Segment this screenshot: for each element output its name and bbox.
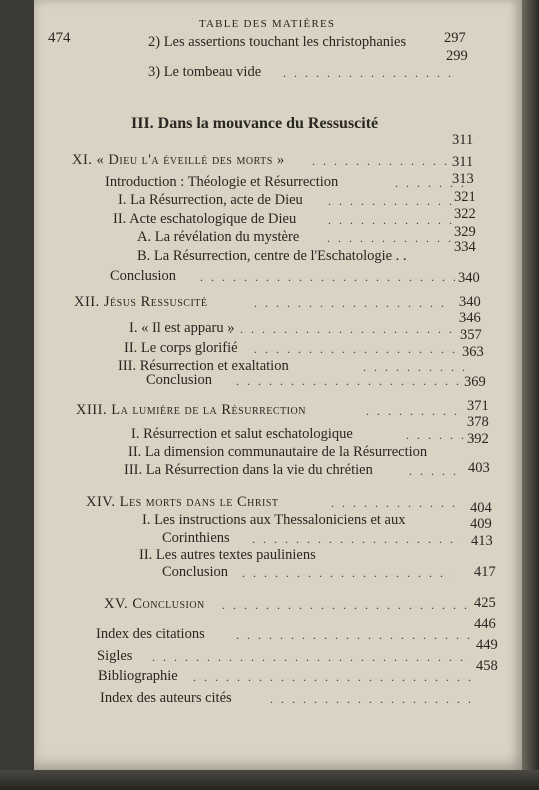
- toc-item: II. Acte eschatologique de Dieu . . .: [113, 209, 468, 229]
- toc-entry-label: 2) Les assertions touchant les christophanies: [148, 34, 407, 50]
- dot-leader: [242, 563, 452, 583]
- toc-entry-page: 299: [446, 48, 468, 64]
- toc-item: I. Les instructions aux Thessaloniciens et aux: [142, 512, 406, 528]
- chapter-page: 311: [452, 132, 474, 148]
- toc-item-page: 392: [467, 431, 489, 447]
- toc-item: III. Résurrection et exaltation . . .: [118, 356, 468, 376]
- toc-entry-page: 297: [444, 30, 466, 46]
- toc-item-page: 357: [460, 327, 482, 343]
- toc-item-page: 329: [454, 224, 476, 240]
- toc-item-page: 404: [470, 500, 492, 516]
- chapter-title: XIV. Les morts dans le Christ . . .: [86, 492, 486, 512]
- chapter-title: XII. Jésus Ressuscité . . .: [74, 292, 464, 312]
- chapter-title: XI. « Dieu l'a éveillé des morts » . . .: [72, 150, 462, 170]
- back-matter-item: Sigles . . .: [97, 646, 487, 666]
- back-matter-item: Bibliographie . . .: [98, 666, 488, 686]
- dot-leader: [229, 319, 464, 339]
- chapter-page: 417: [474, 564, 496, 580]
- chapter-title: XIII. La lumière de la Résurrection . . .: [76, 400, 481, 420]
- toc-item-page: 371: [467, 398, 489, 414]
- toc-item-page: 363: [462, 344, 484, 360]
- toc-item: I. « Il est apparu » . . .: [129, 318, 469, 338]
- toc-item: I. La Résurrection, acte de Dieu . . .: [118, 190, 468, 210]
- toc-item: Introduction : Théologie et Résurrection . . .: [105, 172, 465, 192]
- running-title: TABLE DES MATIÈRES: [199, 18, 336, 30]
- chapter-page: 369: [464, 374, 486, 390]
- toc-item: Conclusion . . .: [110, 266, 470, 286]
- toc-item-page: 313: [452, 171, 474, 187]
- toc-item: II. La dimension communautaire de la Résurrection: [128, 444, 428, 460]
- back-matter-item: Index des citations . . .: [96, 624, 486, 644]
- back-matter-page: 449: [476, 637, 498, 653]
- dot-leader: [312, 151, 452, 171]
- chapter-page: 403: [468, 460, 490, 476]
- toc-entry: [148, 62, 468, 82]
- dot-leader: [270, 689, 470, 709]
- toc-item-page: 346: [459, 310, 481, 326]
- dot-leader: [152, 647, 472, 667]
- toc-item: I. Résurrection et salut eschatologique . . .: [131, 424, 481, 444]
- toc-item: Conclusion . . .: [146, 370, 476, 390]
- back-matter-page: 446: [474, 616, 496, 632]
- toc-item-page: 334: [454, 239, 476, 255]
- dot-leader: [327, 228, 457, 248]
- dot-leader: [236, 625, 471, 645]
- book-page: [34, 0, 522, 770]
- dot-leader: [193, 667, 473, 687]
- dot-leader: [409, 461, 459, 481]
- dot-leader: [328, 191, 458, 211]
- dot-leader: [283, 63, 458, 83]
- toc-item-page: 321: [454, 189, 476, 205]
- toc-item: II. Les autres textes pauliniens: [139, 547, 316, 563]
- toc-item: A. La révélation du mystère . . .: [137, 227, 467, 247]
- toc-item-page: 413: [471, 533, 493, 549]
- dot-leader: [222, 595, 467, 615]
- back-matter-page: 458: [476, 658, 498, 674]
- page-number: 474: [48, 30, 71, 46]
- toc-item: Conclusion . . .: [162, 562, 482, 582]
- toc-item: B. La Résurrection, centre de l'Eschatologie . .: [137, 248, 407, 264]
- dot-leader: [366, 401, 466, 421]
- toc-item: Corinthiens . . .: [162, 528, 482, 548]
- dot-leader: [254, 293, 444, 313]
- toc-item-page: 322: [454, 206, 476, 222]
- toc-item-page: 311: [452, 154, 474, 170]
- toc-item-page: 340: [459, 294, 481, 310]
- chapter-page: 340: [458, 270, 480, 286]
- part-title: III. Dans la mouvance du Ressuscité: [131, 115, 379, 132]
- book-edge-right: [522, 0, 539, 790]
- chapter-title: XV. Conclusion . . .: [104, 594, 484, 614]
- toc-entry: [148, 32, 468, 52]
- dot-leader: [200, 267, 455, 287]
- toc-item: III. La Résurrection dans la vie du chrétien . . .: [124, 460, 479, 480]
- back-matter-page: 425: [474, 595, 496, 611]
- toc-item: II. Le corps glorifié . . .: [124, 338, 469, 358]
- toc-item-page: 409: [470, 516, 492, 532]
- toc-entry-label: 3) Le tombeau vide: [148, 64, 262, 80]
- back-matter-item: Index des auteurs cités . . .: [100, 688, 490, 708]
- toc-item-page: 378: [467, 414, 489, 430]
- dot-leader: [236, 371, 461, 391]
- book-edge-bottom: [0, 770, 539, 790]
